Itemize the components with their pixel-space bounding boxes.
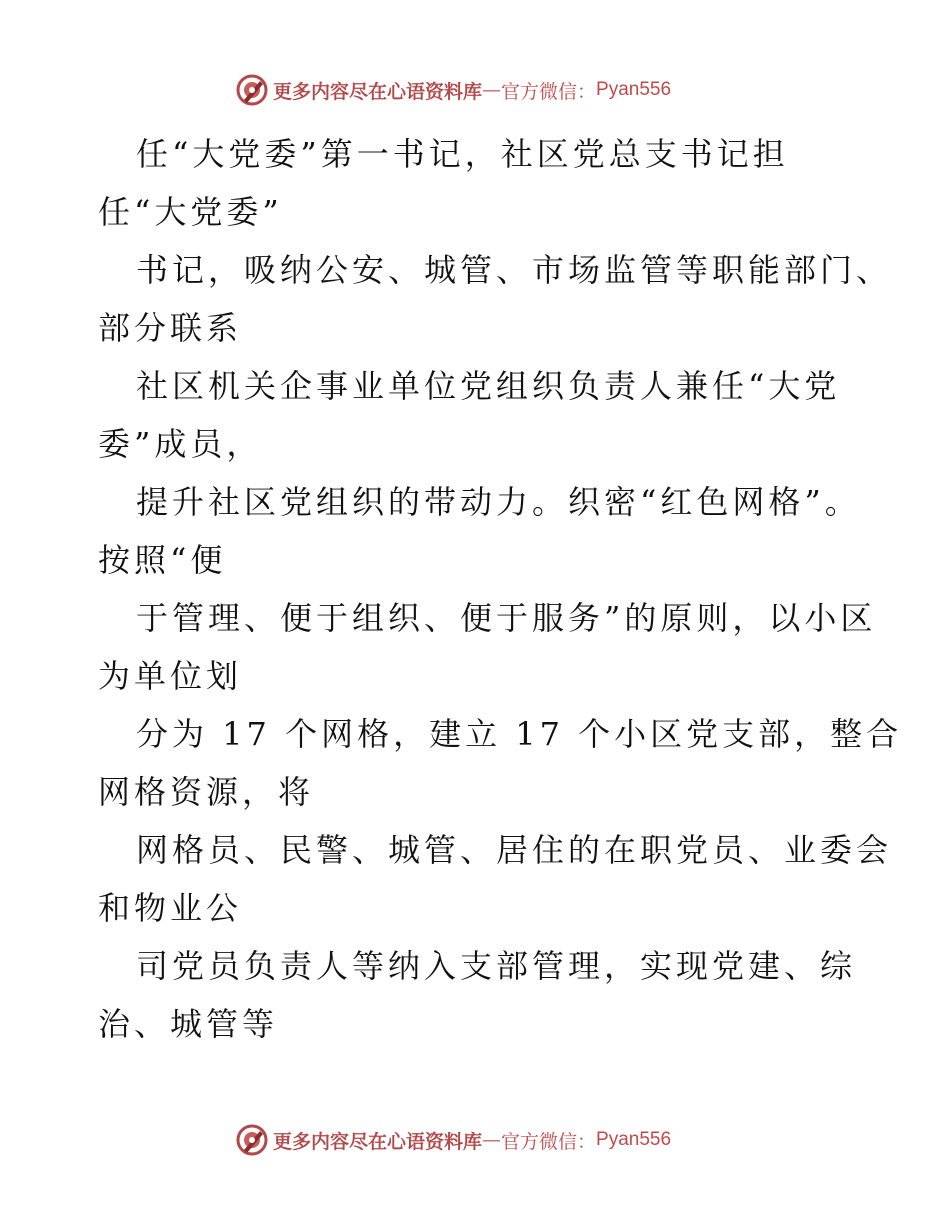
text-line: 书记，吸纳公安、城管、市场监管等职能部门、 xyxy=(136,251,893,289)
footer-watermark xyxy=(235,1122,671,1158)
text-line: 和物业公 xyxy=(98,889,243,927)
red-circle-pen-logo-icon xyxy=(235,73,269,107)
header-watermark xyxy=(235,72,671,108)
text-line: 于管理、便于组织、便于服务”的原则，以小区 xyxy=(136,599,877,637)
text-line: 分为 17 个网格，建立 17 个小区党支部，整合 xyxy=(136,715,903,753)
text-line: 治、城管等 xyxy=(98,1005,279,1043)
text-line: 按照“便 xyxy=(98,541,227,579)
text-line: 为单位划 xyxy=(98,657,243,695)
watermark-sub-text: 官方微信： xyxy=(501,1130,597,1153)
text-line: 司党员负责人等纳入支部管理，实现党建、综 xyxy=(136,947,857,985)
watermark-separator: — xyxy=(482,79,502,101)
text-line: 网格资源，将 xyxy=(98,773,315,811)
text-line: 部分联系 xyxy=(98,309,243,347)
text-line: 社区机关企事业单位党组织负责人兼任“大党 xyxy=(136,367,841,405)
watermark-wechat-id: Pyan556 xyxy=(596,1129,672,1150)
watermark-sub-text: 官方微信： xyxy=(501,80,597,103)
text-line: 任“大党委”第一书记，社区党总支书记担 xyxy=(136,135,789,173)
watermark-main-text: 更多内容尽在心语资料库 xyxy=(273,80,483,103)
watermark-main-text: 更多内容尽在心语资料库 xyxy=(273,1130,483,1153)
text-line: 任“大党委” xyxy=(98,193,283,231)
red-circle-pen-logo-icon xyxy=(235,1123,269,1157)
text-line: 提升社区党组织的带动力。织密“红色网格”。 xyxy=(136,483,861,521)
body-text xyxy=(98,125,903,1053)
watermark-wechat-id: Pyan556 xyxy=(596,79,672,100)
text-line: 委”成员， xyxy=(98,425,263,463)
text-line: 网格员、民警、城管、居住的在职党员、业委会 xyxy=(136,831,893,869)
watermark-separator: — xyxy=(482,1129,502,1151)
